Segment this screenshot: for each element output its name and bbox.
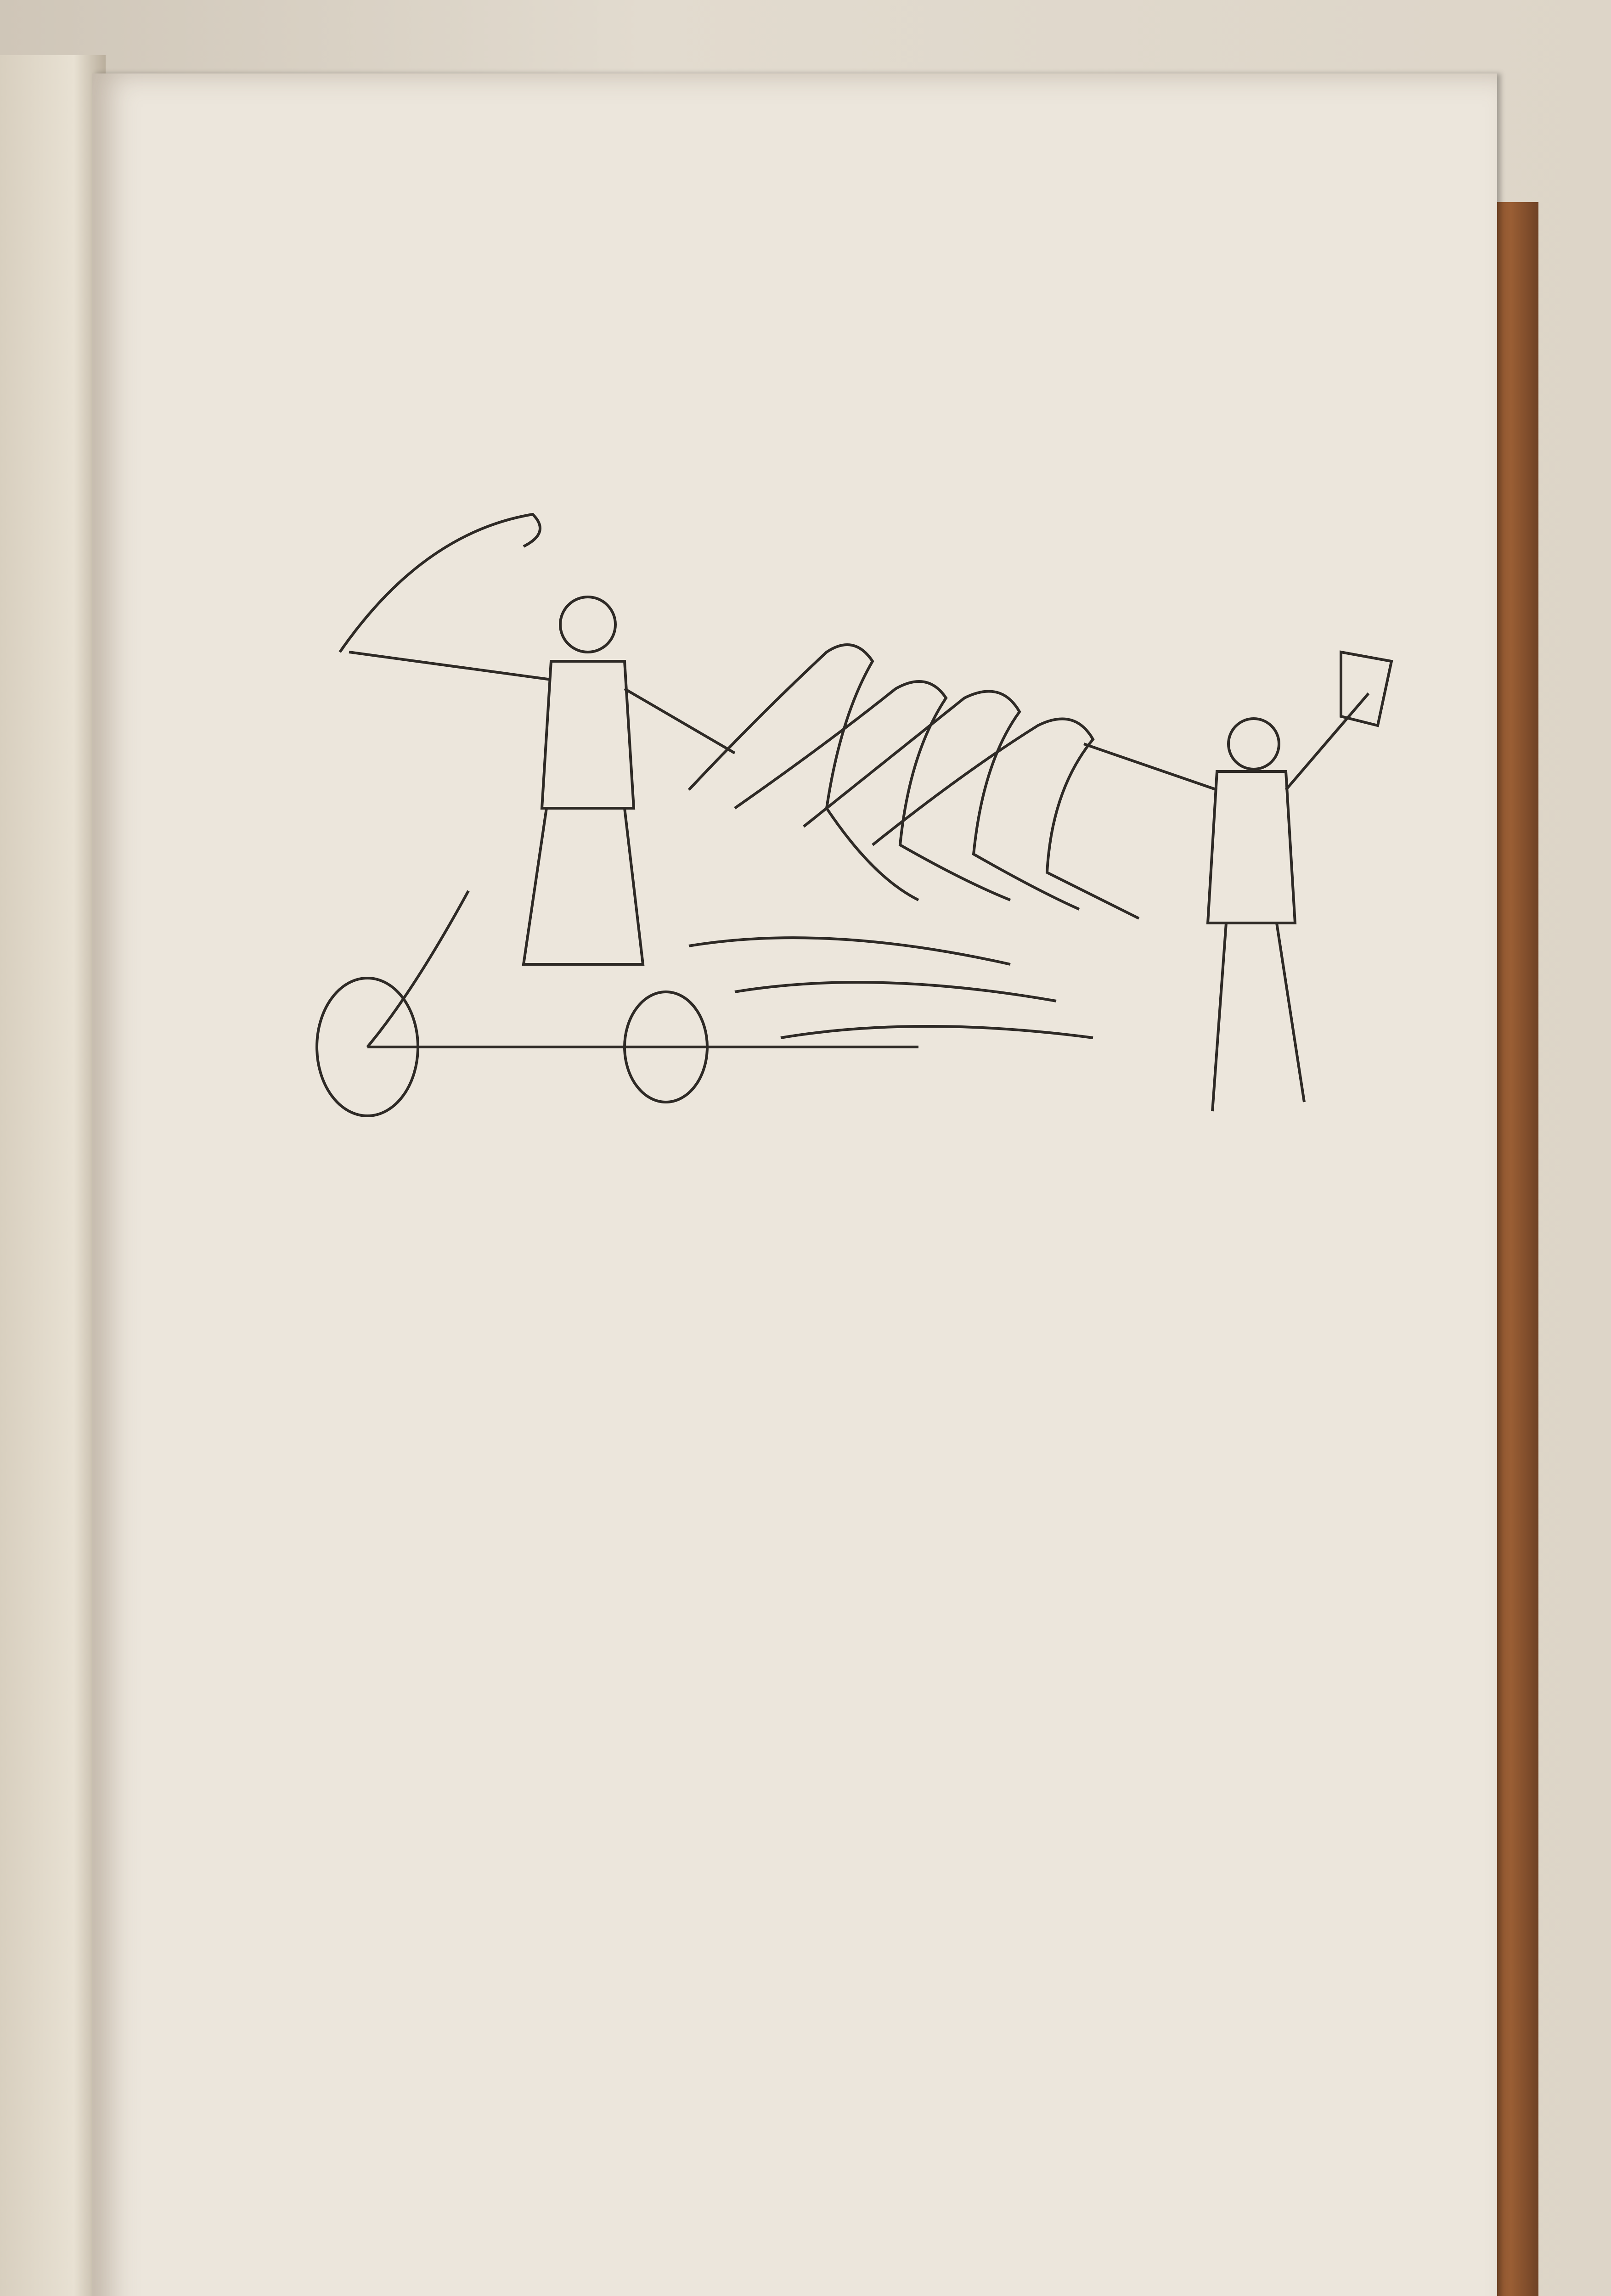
- hortator-arm-left: [1084, 744, 1217, 790]
- charioteer-head: [560, 597, 615, 652]
- book-page: [92, 73, 1497, 2296]
- charioteer-robe: [524, 808, 643, 964]
- facing-page: [0, 55, 106, 2296]
- hortator-legs: [1212, 923, 1304, 1111]
- mosaic-illustration: [230, 395, 1401, 1185]
- charioteer-body: [542, 661, 634, 808]
- charioteer-arm: [349, 652, 551, 680]
- hortator-body: [1208, 771, 1295, 923]
- hortator-head: [1228, 719, 1279, 769]
- hortator-shield: [1341, 652, 1391, 726]
- whip-mark: [340, 514, 540, 652]
- horse-1: [689, 645, 918, 900]
- quadriga-drawing: [230, 395, 1401, 1185]
- chariot-body: [367, 891, 468, 1047]
- reins: [625, 689, 735, 753]
- horse-legs: [689, 938, 1093, 1038]
- hortator-arm-right: [1286, 693, 1369, 790]
